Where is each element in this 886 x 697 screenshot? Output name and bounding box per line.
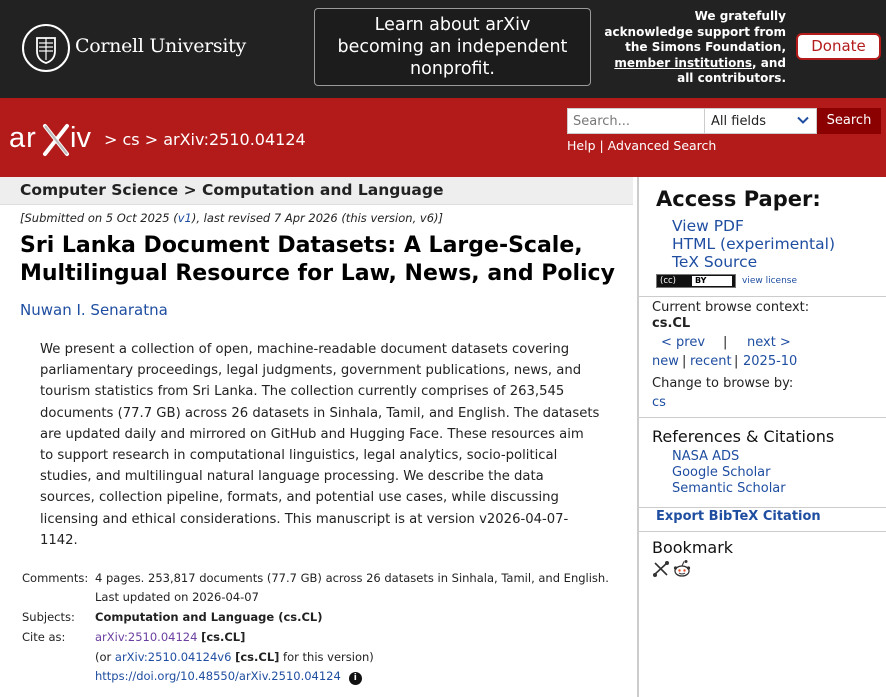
browse-cs-link[interactable]: cs (652, 395, 666, 410)
comments-value-2: Last updated on 2026-04-07 (95, 590, 259, 604)
breadcrumb[interactable]: > cs > arXiv:2510.04124 (104, 130, 306, 149)
cornell-university-name[interactable]: Cornell University (75, 35, 246, 57)
cite-label: Cite as: (22, 630, 66, 644)
export-box (639, 508, 886, 532)
ack-suffix: , and all contributors. (677, 55, 786, 85)
cc-label: (cc) (660, 276, 676, 286)
export-bibtex-link[interactable]: Export BibTeX Citation (656, 509, 821, 524)
member-institutions-link[interactable]: member institutions (614, 55, 753, 70)
promo-line: becoming an independent (337, 37, 568, 57)
cite-value (95, 630, 245, 644)
doi-value (95, 669, 362, 685)
chevron-down-icon (797, 114, 809, 130)
prev-link[interactable]: < prev (661, 335, 706, 350)
acknowledgement-text (604, 9, 786, 87)
nav-separator: | (723, 335, 728, 350)
cc-by-label: BY (692, 276, 732, 286)
nonprofit-announcement-button[interactable] (314, 8, 591, 86)
view-pdf-link[interactable]: View PDF (672, 217, 744, 235)
cite-alt-value (95, 650, 374, 664)
ack-prefix: We gratefully acknowledge support from the Simons Foundation, (604, 9, 786, 54)
dateline-suffix: ), last revised 7 Apr 2026 (this version, v6)] (191, 211, 443, 225)
subject-header (0, 177, 633, 205)
subjects-value: Computation and Language (cs.CL) (95, 610, 323, 624)
svg-text:iv: iv (70, 122, 91, 154)
subjects-label: Subjects: (22, 610, 75, 624)
new-link[interactable]: new (652, 354, 679, 369)
google-scholar-link[interactable]: Google Scholar (672, 465, 771, 480)
search-button[interactable]: Search (817, 108, 881, 134)
view-license-link[interactable]: view license (742, 276, 798, 286)
info-icon[interactable]: i (349, 672, 362, 685)
abstract: We present a collection of open, machine-readable document datasets covering parliamentary proceedings, legal judgments, government publications, news, and tourism statistics from Sri Lanka. The collection currently comprises of 263,545 documents (77.7 GB) across 26 datasets in Sinhala, Tamil, and English. The datasets are updated daily and mirrored on GitHub and Hugging Face. These resources aim to support research in computational linguistics, legal analytics, socio-political studies, and multilingual natural language processing. We describe the data sources, collection pipeline, formats, and potential use cases, while discussing licensing and ethical considerations. This manuscript is at version v2026-04-07-1142. (40, 342, 600, 548)
bibsonomy-icon[interactable] (652, 560, 670, 582)
doi-link[interactable]: https://doi.org/10.48550/arXiv.2510.04124 (95, 669, 341, 683)
subject-header-text[interactable]: Computer Science > Computation and Language (20, 181, 444, 199)
cite-alt-suffix: for this version) (279, 650, 374, 664)
dateline-prefix: [Submitted on 5 Oct 2025 ( (20, 211, 178, 225)
access-paper-box (639, 177, 886, 297)
cite-alt-category: [cs.CL] (235, 650, 280, 664)
submission-dateline (20, 211, 443, 225)
month-link[interactable]: 2025-10 (743, 354, 798, 369)
browse-context-label: Current browse context: (652, 300, 810, 315)
recent-link[interactable]: recent (690, 354, 732, 369)
top-banner (0, 0, 886, 98)
cite-category: [cs.CL] (201, 630, 246, 644)
version-v1-link[interactable]: v1 (177, 211, 192, 225)
access-paper-heading: Access Paper: (656, 187, 821, 211)
advanced-search-link[interactable]: Advanced Search (607, 138, 717, 153)
promo-line: nonprofit. (410, 59, 495, 79)
bookmark-heading: Bookmark (652, 538, 734, 557)
browse-context-value: cs.CL (652, 316, 691, 331)
references-heading: References & Citations (652, 427, 835, 446)
search-field-select[interactable] (704, 108, 817, 134)
nav-separator: | (682, 354, 687, 369)
cc-by-license-icon[interactable] (656, 274, 736, 288)
nasa-ads-link[interactable]: NASA ADS (672, 449, 740, 464)
semantic-scholar-link[interactable]: Semantic Scholar (672, 481, 786, 496)
search-field-value: All fields (711, 114, 767, 129)
change-browse-label: Change to browse by: (652, 376, 794, 391)
references-box (639, 418, 886, 508)
author-link[interactable]: Nuwan I. Senaratna (20, 301, 168, 319)
nav-separator: | (734, 354, 739, 369)
promo-line: Learn about arXiv (374, 15, 531, 35)
html-experimental-link[interactable]: HTML (experimental) (672, 235, 835, 253)
cite-alt-prefix: (or (95, 650, 115, 664)
arxiv-logo-icon[interactable] (9, 120, 101, 164)
browse-context-box (639, 297, 886, 418)
bookmark-box (639, 532, 886, 588)
reddit-icon[interactable] (672, 559, 692, 583)
svg-text:ar: ar (9, 122, 37, 154)
comments-label: Comments: (22, 571, 89, 585)
cite-version-link[interactable]: arXiv:2510.04124v6 (114, 650, 232, 664)
comments-value: 4 pages. 253,817 documents (77.7 GB) across 26 datasets in Sinhala, Tamil, and English. (95, 571, 609, 585)
help-link[interactable]: Help (567, 138, 596, 153)
tex-source-link[interactable]: TeX Source (672, 253, 758, 271)
sidebar (637, 177, 886, 697)
cite-id-link[interactable]: arXiv:2510.04124 (95, 630, 198, 644)
paper-title: Sri Lanka Document Datasets: A Large-Scale, Multilingual Resource for Law, News, and Policy (20, 233, 615, 286)
next-link[interactable]: next > (747, 335, 791, 350)
search-input[interactable]: Search... (567, 108, 704, 134)
search-help-links (567, 138, 716, 153)
donate-button[interactable]: Donate (796, 33, 881, 60)
cornell-seal-icon[interactable] (22, 24, 70, 72)
separator: | (599, 138, 608, 153)
